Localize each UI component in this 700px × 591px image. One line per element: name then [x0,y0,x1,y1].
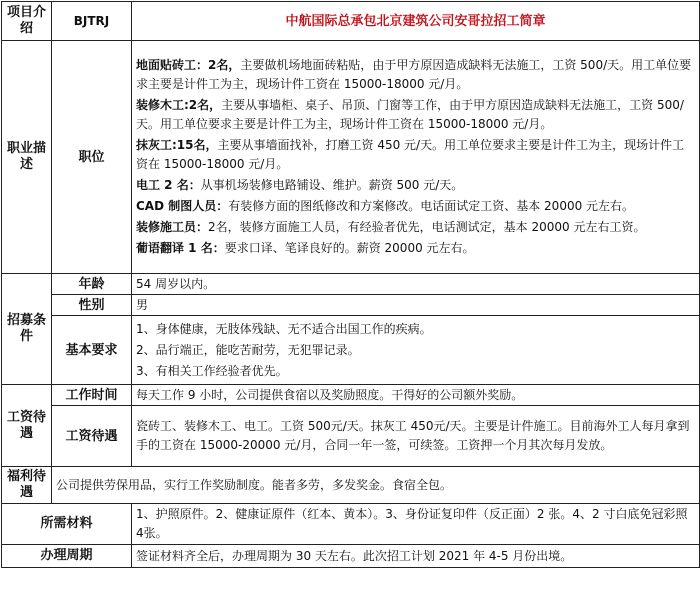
job-list [132,41,700,274]
process-row [2,545,700,568]
position-label: 职位 [52,41,132,274]
job-description-label: 职业描述 [2,41,52,274]
pay-row [2,406,700,467]
recruit-conditions-label: 招募条件 [2,274,52,385]
header-row [2,2,700,41]
work-hours-label: 工作时间 [52,385,132,406]
job-row [2,41,700,274]
recruitment-table [1,1,700,568]
materials-row [2,504,700,545]
welfare-value: 公司提供劳保用品，实行工作奖励制度。能者多劳，多发奖金。食宿全包。 [52,467,700,504]
requirement-item: 1、身体健康，无肢体残缺、无不适合出国工作的疾病。 [136,321,432,336]
process-value: 签证材料齐全后，办理周期为 30 天左右。此次招工计划 2021 年 4-5 月份出境。 [132,545,700,568]
materials-value: 1、护照原件。2、健康证原件（红本、黄本）。3、身份证复印件（反正面）2 张。4、2 寸白底免冠彩照 4张。 [132,504,700,545]
pay-value: 瓷砖工、装修木工、电工。工资 500元/天。抹灰工 450元/天。主要是计件施工。目前海外工人每月拿到手的工资在 15000-20000 元/月，合同一年一签，可续签。工资押一个月其次每月发放。 [132,406,700,467]
hours-row [2,385,700,406]
gender-value: 男 [132,295,700,316]
wage-section-label: 工资待遇 [2,385,52,467]
job-item: 电工 2 名：从事机场装修电路铺设、维护。薪资 500 元/天。 [136,178,464,192]
job-item: CAD 制图人员：有装修方面的图纸修改和方案修改。电话面试定工资、基本 20000 元左右。 [136,199,635,213]
page-title: 中航国际总承包北京建筑公司安哥拉招工简章 [132,2,700,41]
job-item: 抹灰工:15名，主要从事墙面找补，打磨工资 450 元/天。用工单位要求主要是计件工为主，现场计件工资在 15000-18000 元/月。 [136,138,685,171]
basic-requirements-label: 基本要求 [52,316,132,385]
age-label: 年龄 [52,274,132,295]
requirement-item: 3、有相关工作经验者优先。 [136,363,288,378]
basic-requirements-list [132,316,700,385]
project-code: BJTRJ [52,2,132,41]
work-hours-value: 每天工作 9 小时，公司提供食宿以及奖励照度。干得好的公司额外奖励。 [132,385,700,406]
requirement-item: 2、品行端正，能吃苦耐劳，无犯罪记录。 [136,342,360,357]
job-item: 装修木工:2名，主要从事墙柜、桌子、吊顶、门窗等工作，由于甲方原因造成缺料无法施工，工资 500/天。用工单位要求主要是计件工为主，现场计件工资在 15000-18000 元/月。 [136,98,684,131]
job-item: 装修施工员：2名，装修方面施工人员，有经验者优先，电话测试定，基本 20000 元左右工资。 [136,220,646,234]
materials-label: 所需材料 [2,504,132,545]
job-item: 地面贴砖工：2名，主要做机场地面砖粘贴，由于甲方原因造成缺料无法施工，工资 500/天。用工单位要求主要是计件工为主，现场计件工资在 15000-18000 元/月。 [136,58,692,91]
age-value: 54 周岁以内。 [132,274,700,295]
gender-row [2,295,700,316]
pay-label: 工资待遇 [52,406,132,467]
basic-req-row [2,316,700,385]
gender-label: 性别 [52,295,132,316]
process-label: 办理周期 [2,545,132,568]
welfare-row [2,467,700,504]
job-item: 葡语翻译 1 名：要求口译、笔译良好的。薪资 20000 元左右。 [136,241,475,255]
project-intro-label: 项目介绍 [2,2,52,41]
welfare-label: 福利待遇 [2,467,52,504]
age-row [2,274,700,295]
